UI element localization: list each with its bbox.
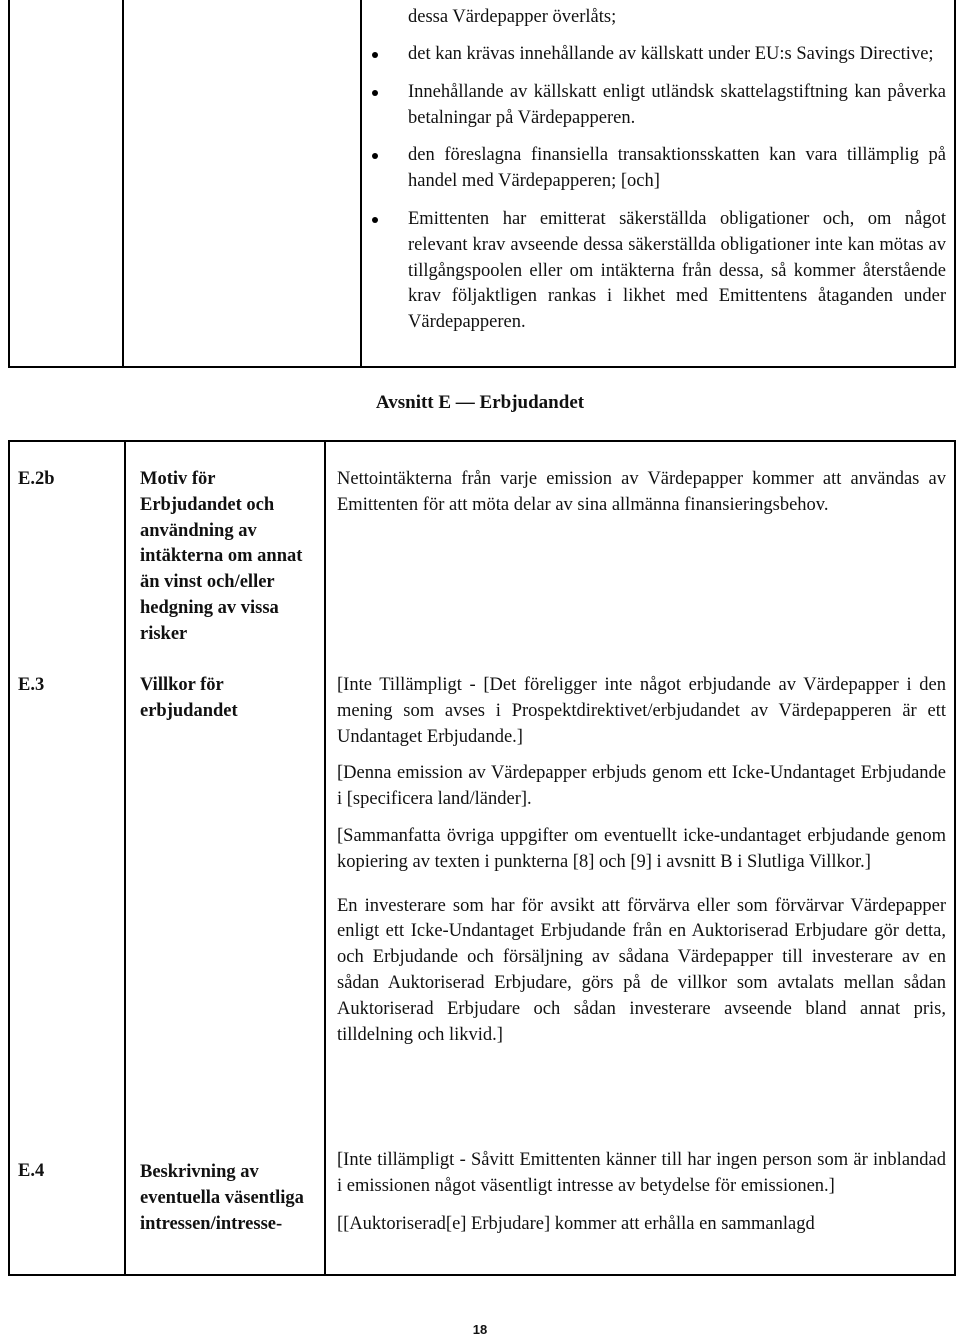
list-item	[370, 207, 946, 336]
paragraph: Nettointäkterna från varje emission av Värdepapper kommer att användas av Emittenten för att möta delar av sina allmänna finansieringsbehov.	[337, 469, 946, 515]
bullet-text: Innehållande av källskatt enligt utländsk skattelagstiftning kan påverka betalningar på Värdepapperen.	[408, 81, 946, 128]
paragraph: [Denna emission av Värdepapper erbjuds genom ett Icke-Undantaget Erbjudande i [specificera land/länder].	[337, 763, 946, 810]
bullet-icon	[372, 90, 378, 96]
row-id: E.3	[18, 675, 45, 695]
row-label: Villkor för erbjudandet	[140, 675, 238, 721]
section-heading: Avsnitt E — Erbjudandet	[375, 392, 585, 413]
row-id: E.4	[18, 1161, 45, 1181]
row-content	[337, 1148, 946, 1248]
page-number: 18	[472, 1322, 488, 1337]
row-id: E.2b	[18, 469, 55, 489]
bullet-icon	[372, 153, 378, 159]
table-divider	[360, 0, 362, 367]
bullet-icon	[372, 217, 378, 223]
bullet-icon	[372, 52, 378, 58]
bullet-text: det kan krävas innehållande av källskatt under EU:s Savings Directive;	[408, 44, 934, 64]
paragraph: [[Auktoriserad[e] Erbjudare] kommer att erhålla en sammanlagd	[337, 1213, 815, 1234]
bullet-text: Emittenten har emitterat säkerställda obligationer och, om något relevant krav avseende dessa säkerställda obligationer inte kan mötas av tillgångspoolen eller om intäkterna från dessa, så kommer återstående krav följaktligen rankas i likhet med Emittentens åtaganden under Värdepapperen.	[408, 208, 946, 333]
paragraph: [Sammanfatta övriga uppgifter om eventuellt icke-undantaget erbjudande genom kopiering av texten i punkterna [8] och [9] i avsnitt B i Slutliga Villkor.]	[337, 825, 946, 872]
continuation-text: dessa Värdepapper överlåts;	[408, 7, 617, 27]
list-item	[370, 42, 946, 68]
row-label: Beskrivning av eventuella väsentliga intressen/intresse-	[140, 1162, 304, 1234]
row-content	[337, 467, 946, 530]
bullet-text: den föreslagna finansiella transaktionsskatten kan vara tillämplig på handel med Värdepapperen; [och]	[408, 145, 946, 192]
row-label: Motiv för Erbjudandet och användning av intäkterna om annat än vinst och/eller hedgning av vissa risker	[140, 469, 303, 644]
paragraph: [Inte tillämpligt - Såvitt Emittenten känner till har ingen person som är inblandad i emissionen något väsentligt intresse av betydelse för emissionen.]	[337, 1150, 946, 1196]
table-divider	[124, 440, 126, 1276]
row-content	[337, 673, 946, 1059]
paragraph: En investerare som har för avsikt att förvärva eller som förvärvar Värdepapper enligt ett Icke-Undantaget Erbjudande från en Auktoriserad Erbjudare gör detta, och Erbjudande och försäljning av sådana Värdepapper till investerare av en sådan Auktoriserad Erbjudare, görs på de villkor som avtalats mellan sådan Auktoriserad Erbjudare och sådan investerare avseende bland annat pris, tilldelning och likvid.]	[337, 895, 946, 1045]
list-item	[370, 143, 946, 195]
table-divider	[122, 0, 124, 367]
paragraph: [Inte Tillämpligt - [Det föreligger inte något erbjudande av Värdepapper i den mening som avses i Prospektdirektivet/erbjudandet av Värdepapperen är ett Undantaget Erbjudande.]	[337, 675, 946, 747]
risk-bullet-list	[370, 42, 946, 348]
table-divider	[324, 440, 326, 1276]
list-item	[370, 80, 946, 132]
